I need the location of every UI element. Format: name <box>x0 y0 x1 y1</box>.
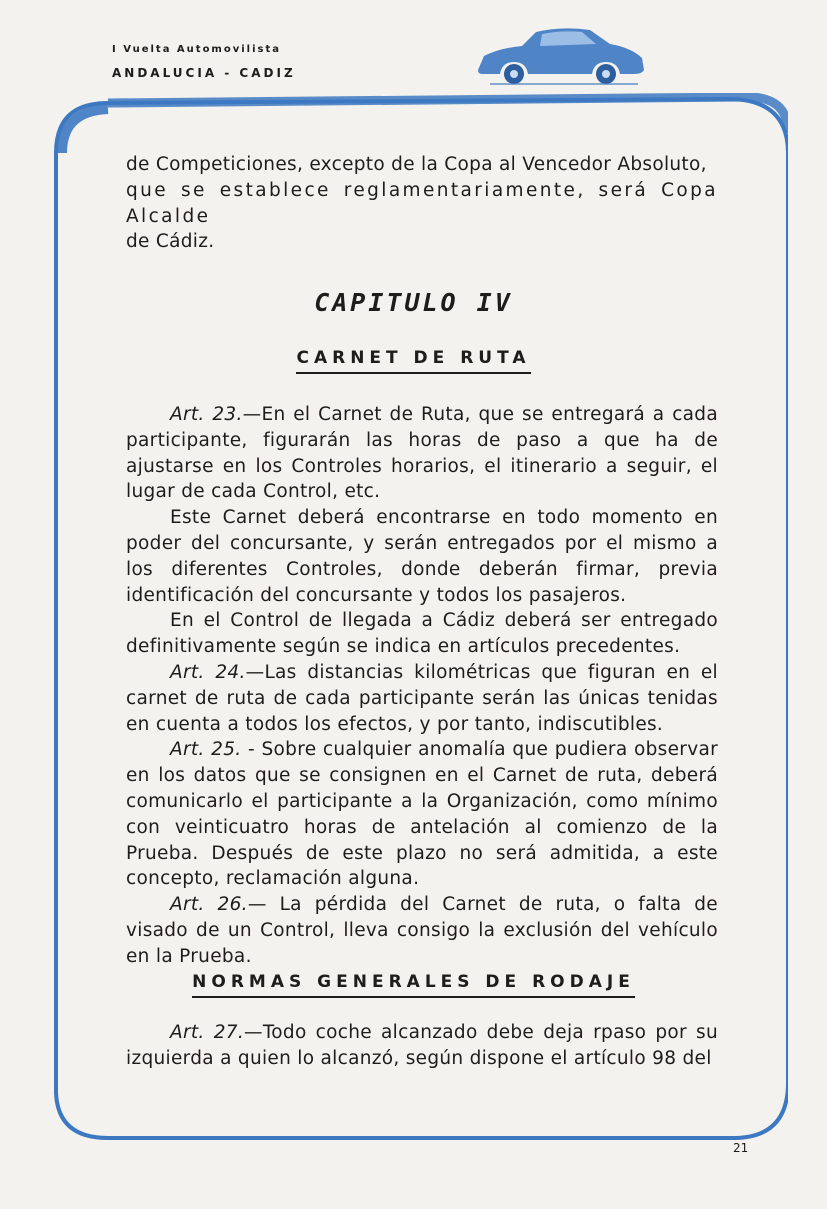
article-label: Art. 27. <box>170 1022 245 1043</box>
article-text: - Sobre cualquier anomalía que pudiera observar en los datos que se consignen en el Carnet de ruta, deberá comunicarlo el participante a la Organización, como mínimo con veinticuatro horas de antelación al comienzo de la Prueba. Después de este plazo no será admitida, a este concepto, reclamación alguna. <box>126 739 718 890</box>
articles-body <box>126 402 718 970</box>
intro-paragraph <box>126 152 718 255</box>
article-paragraph <box>126 505 718 608</box>
article-paragraph <box>126 660 718 737</box>
chapter-title: CAPITULO IV <box>314 288 513 317</box>
article-paragraph <box>126 737 718 892</box>
closing-paragraph <box>126 1020 718 1072</box>
section-heading-normas <box>0 972 827 998</box>
article-paragraph <box>126 608 718 660</box>
article-text: En el Control de llegada a Cádiz deberá ser entregado definitivamente según se indica en artículos precedentes. <box>126 610 718 658</box>
article-text: —Todo coche alcanzado debe deja rpaso por su izquierda a quien lo alcanzó, según dispone el artículo 98 del <box>126 1022 718 1069</box>
section-heading-normas-text: NORMAS GENERALES DE RODAJE <box>192 972 635 998</box>
article-label: Art. 23. <box>170 404 243 425</box>
article-paragraph <box>126 1020 718 1072</box>
header-region: ANDALUCIA - CADIZ <box>112 66 296 80</box>
intro-line-1: de Competiciones, excepto de la Copa al Vencedor Absoluto, <box>126 154 707 175</box>
car-illustration-icon <box>470 18 650 90</box>
article-paragraph <box>126 402 718 505</box>
article-text: —En el Carnet de Ruta, que se entregará a cada participante, figurarán las horas de paso a que ha de ajustarse en los Controles horarios, el itinerario a seguir, el lugar de cada Control, etc. <box>126 404 718 503</box>
intro-line-3: de Cádiz. <box>126 231 215 253</box>
article-text: Este Carnet deberá encontrarse en todo momento en poder del concursante, y serán entregados por el mismo a los diferentes Controles, donde deberán firmar, previa identificación del concursante y todos los pasajeros. <box>126 507 718 606</box>
article-text: — La pérdida del Carnet de ruta, o falta de visado de un Control, lleva consigo la exclusión del vehículo en la Prueba. <box>126 894 718 967</box>
article-label: Art. 26. <box>170 894 248 916</box>
article-label: Art. 25. <box>170 739 242 761</box>
article-label: Art. 24. <box>170 661 246 683</box>
article-paragraph <box>126 892 718 969</box>
header-event-title: I Vuelta Automovilista <box>112 44 282 55</box>
section-heading-carnet <box>0 348 827 374</box>
page-number: 21 <box>733 1141 749 1155</box>
section-heading-carnet-text: CARNET DE RUTA <box>296 348 530 374</box>
article-text: —Las distancias kilométricas que figuran en el carnet de ruta de cada participante serán las únicas tenidas en cuenta a todos los efectos, y por tanto, indiscutibles. <box>126 661 718 735</box>
intro-line-2: que se establece reglamentariamente, será Copa Alcalde <box>126 179 718 227</box>
